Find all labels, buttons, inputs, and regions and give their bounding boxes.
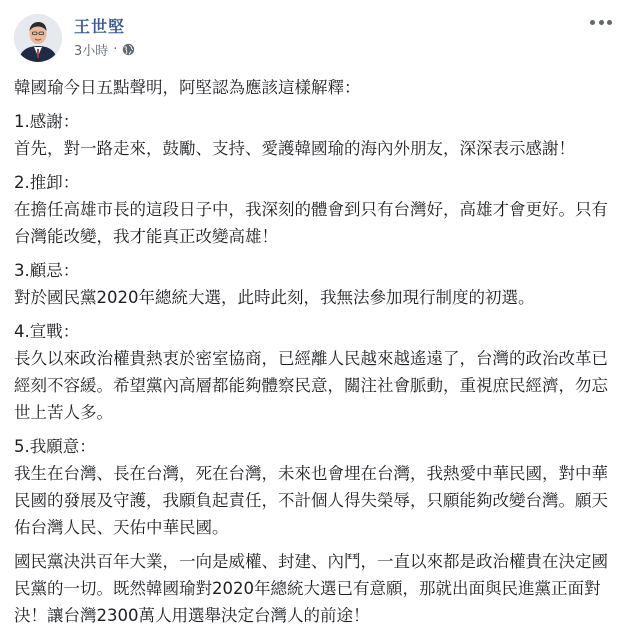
more-dot bbox=[607, 20, 612, 25]
section-text: 首先，對一路走來，鼓勵、支持、愛護韓國瑜的海內外朋友，深深表示感謝！ bbox=[14, 139, 575, 158]
more-dot bbox=[590, 20, 595, 25]
section-title: 2.推卸： bbox=[14, 173, 80, 192]
globe-icon[interactable] bbox=[122, 43, 135, 56]
section-title: 3.顧忌： bbox=[14, 261, 80, 280]
avatar[interactable] bbox=[14, 14, 62, 62]
more-dot bbox=[599, 20, 604, 25]
section-title: 4.宣戰： bbox=[14, 322, 80, 341]
section-text: 長久以來政治權貴熱衷於密室協商，已經離人民越來越遙遠了，台灣的政治改革已經刻不容緩。希望黨內高層都能夠體察民意，關注社會脈動，重視庶民經濟，勿忘世上苦人多。 bbox=[14, 349, 608, 422]
post-section bbox=[14, 257, 614, 311]
section-text: 我生在台灣、長在台灣，死在台灣，未來也會埋在台灣，我熱愛中華民國，對中華民國的發展及守護，我願負起責任，不計個人得失榮辱，只願能夠改變台灣。願天佑台灣人民、天佑中華民國。 bbox=[14, 464, 608, 537]
section-title: 5.我願意： bbox=[14, 437, 96, 456]
section-title: 1.感謝： bbox=[14, 112, 80, 131]
author-name[interactable]: 王世堅 bbox=[74, 17, 126, 36]
post-section bbox=[14, 169, 614, 250]
section-text: 對於國民黨2020年總統大選，此時此刻，我無法參加現行制度的初選。 bbox=[14, 288, 535, 307]
post-meta bbox=[74, 40, 135, 59]
more-options-icon[interactable] bbox=[590, 14, 612, 30]
post-section bbox=[14, 318, 614, 426]
section-text: 在擔任高雄市長的這段日子中，我深刻的體會到只有台灣好，高雄才會更好。只有台灣能改變，我才能真正改變高雄！ bbox=[14, 200, 608, 246]
post-closing: 國民黨決洪百年大業，一向是威權、封建、內鬥，一直以來都是政治權貴在決定國民黨的一切。既然韓國瑜對2020年總統大選已有意願，那就出面與民進黨正面對決！讓台灣2300萬人用選舉決定台灣人的前途！ bbox=[14, 552, 608, 625]
post-section bbox=[14, 108, 614, 162]
post-body bbox=[14, 74, 614, 636]
meta-separator: · bbox=[113, 42, 118, 57]
post-timestamp[interactable]: 3小時 bbox=[74, 44, 109, 59]
post-section bbox=[14, 433, 614, 541]
post-intro: 韓國瑜今日五點聲明，阿堅認為應該這樣解釋： bbox=[14, 78, 361, 97]
